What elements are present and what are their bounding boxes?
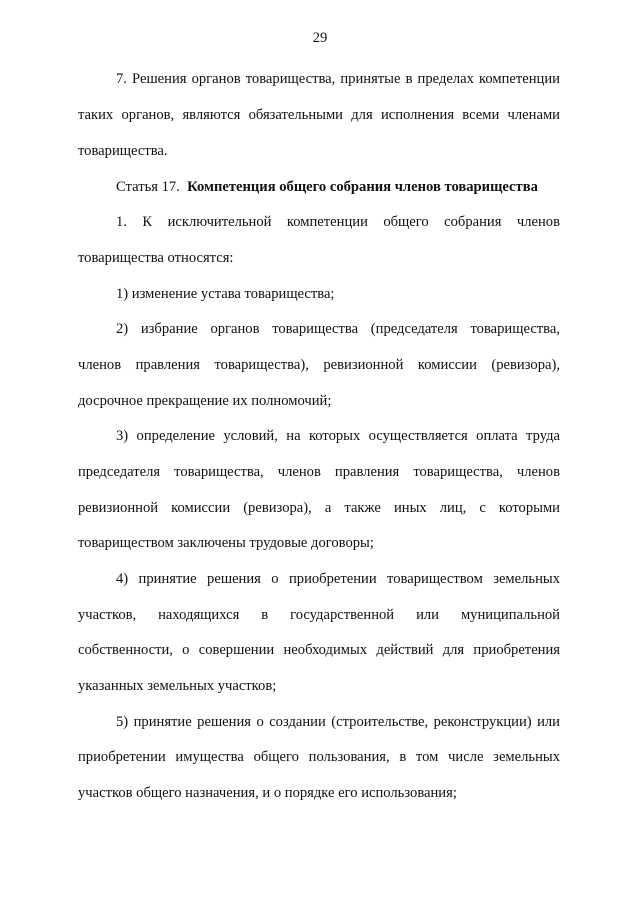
item7-line-2: таких органов, являются обязательными для исполнения всеми членами xyxy=(78,107,560,123)
sub2-line-1: 2) избрание органов товарищества (председателя товарищества, xyxy=(116,321,560,337)
sub4-line-1: 4) принятие решения о приобретении товариществом земельных xyxy=(116,571,560,587)
sub4-line-2: участков, находящихся в государственной или муниципальной xyxy=(78,607,560,623)
sub3-line-4: товариществом заключены трудовые договоры; xyxy=(78,535,374,551)
sub5-line-2: приобретении имущества общего пользования, в том числе земельных xyxy=(78,749,560,765)
sub4-line-3: собственности, о совершении необходимых действий для приобретения xyxy=(78,642,560,658)
page-number: 29 xyxy=(312,30,328,46)
sub1-line-1: 1) изменение устава товарищества; xyxy=(116,286,335,302)
item7-line-1: 7. Решения органов товарищества, принятые в пределах компетенции xyxy=(116,71,560,87)
sub2-line-2: членов правления товарищества), ревизионной комиссии (ревизора), xyxy=(78,357,560,373)
article-title: Компетенция общего собрания членов товарищества xyxy=(187,179,538,195)
sub3-line-1: 3) определение условий, на которых осуществляется оплата труда xyxy=(116,428,560,444)
sub5-line-1: 5) принятие решения о создании (строительстве, реконструкции) или xyxy=(116,714,560,730)
clause1-line-1: 1. К исключительной компетенции общего собрания членов xyxy=(116,214,560,230)
sub5-line-3: участков общего назначения, и о порядке его использования; xyxy=(78,785,457,801)
article-number: Статья 17. xyxy=(116,179,180,195)
sub4-line-4: указанных земельных участков; xyxy=(78,678,277,694)
sub3-line-3: ревизионной комиссии (ревизора), а также иных лиц, с которыми xyxy=(78,500,560,516)
article-heading xyxy=(116,178,560,196)
item7-line-3: товарищества. xyxy=(78,143,168,159)
sub2-line-3: досрочное прекращение их полномочий; xyxy=(78,393,332,409)
sub3-line-2: председателя товарищества, членов правления товарищества, членов xyxy=(78,464,560,480)
clause1-line-2: товарищества относятся: xyxy=(78,250,234,266)
